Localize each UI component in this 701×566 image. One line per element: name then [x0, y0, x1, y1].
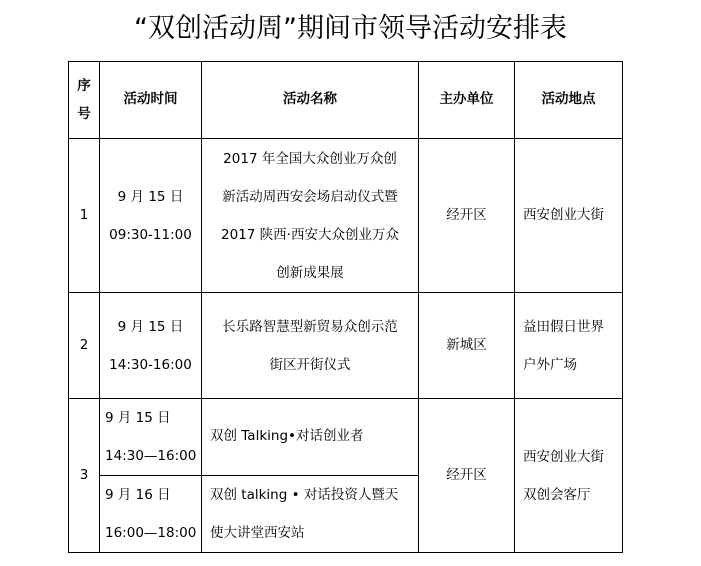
header-name: 活动名称	[202, 62, 419, 139]
header-seq-line1: 序	[77, 78, 91, 94]
row3a-time-cell	[100, 399, 202, 476]
row2-time-cell	[100, 293, 202, 399]
row3b-time: 16:00—18:00	[105, 525, 197, 541]
row3b-name-cell	[202, 476, 419, 553]
row3a-name-line: 双创 Talking•对话创业者	[210, 428, 364, 445]
row3-host: 经开区	[419, 399, 515, 553]
schedule-table	[68, 61, 623, 553]
row1-name-line: 创新成果展	[276, 264, 344, 281]
row3b-name-line: 使大讲堂西安站	[210, 525, 305, 541]
row2-name-cell	[202, 293, 419, 399]
row3b-name-line: 双创 talking • 对话投资人暨天	[210, 487, 399, 503]
table-row	[69, 293, 623, 399]
table-row	[69, 399, 623, 476]
row3b-date: 9 月 16 日	[105, 487, 171, 503]
table-row	[69, 139, 623, 293]
row1-name-line: 新活动周西安会场启动仪式暨	[222, 188, 398, 205]
table-header-row	[69, 62, 623, 139]
header-host: 主办单位	[419, 62, 515, 139]
header-seq-line2: 号	[77, 106, 91, 122]
row1-host: 经开区	[419, 139, 515, 293]
row1-name-line: 2017 年全国大众创业万众创	[223, 150, 397, 167]
row2-host: 新城区	[419, 293, 515, 399]
row1-time: 09:30-11:00	[109, 226, 192, 243]
header-place: 活动地点	[515, 62, 623, 139]
row2-date: 9 月 15 日	[117, 318, 184, 335]
row2-name-line: 长乐路智慧型新贸易众创示范	[222, 318, 398, 335]
row3-place-line: 双创会客厅	[523, 486, 591, 503]
row1-date: 9 月 15 日	[117, 188, 184, 205]
row3a-date: 9 月 15 日	[105, 410, 171, 426]
row2-name-line: 街区开街仪式	[269, 356, 351, 373]
row3a-time: 14:30—16:00	[105, 448, 197, 464]
row1-seq: 1	[69, 139, 100, 293]
row2-place-line: 户外广场	[523, 356, 577, 373]
page-title: “双创活动周”期间市领导活动安排表	[134, 13, 567, 44]
row1-time-cell	[100, 139, 202, 293]
header-time: 活动时间	[100, 62, 202, 139]
row2-place-line: 益田假日世界	[523, 318, 604, 335]
row1-place-line: 西安创业大街	[523, 206, 604, 223]
row3b-time-cell	[100, 476, 202, 553]
row1-name-cell	[202, 139, 419, 293]
row2-place-cell	[515, 293, 623, 399]
row3-seq: 3	[69, 399, 100, 553]
row3a-name-cell	[202, 399, 419, 476]
row3-place-cell	[515, 399, 623, 553]
header-seq	[69, 62, 100, 139]
row1-name-line: 2017 陕西·西安大众创业万众	[221, 226, 399, 243]
row2-seq: 2	[69, 293, 100, 399]
row2-time: 14:30-16:00	[109, 356, 192, 373]
row3-place-line: 西安创业大街	[523, 448, 604, 465]
row1-place-cell	[515, 139, 623, 293]
